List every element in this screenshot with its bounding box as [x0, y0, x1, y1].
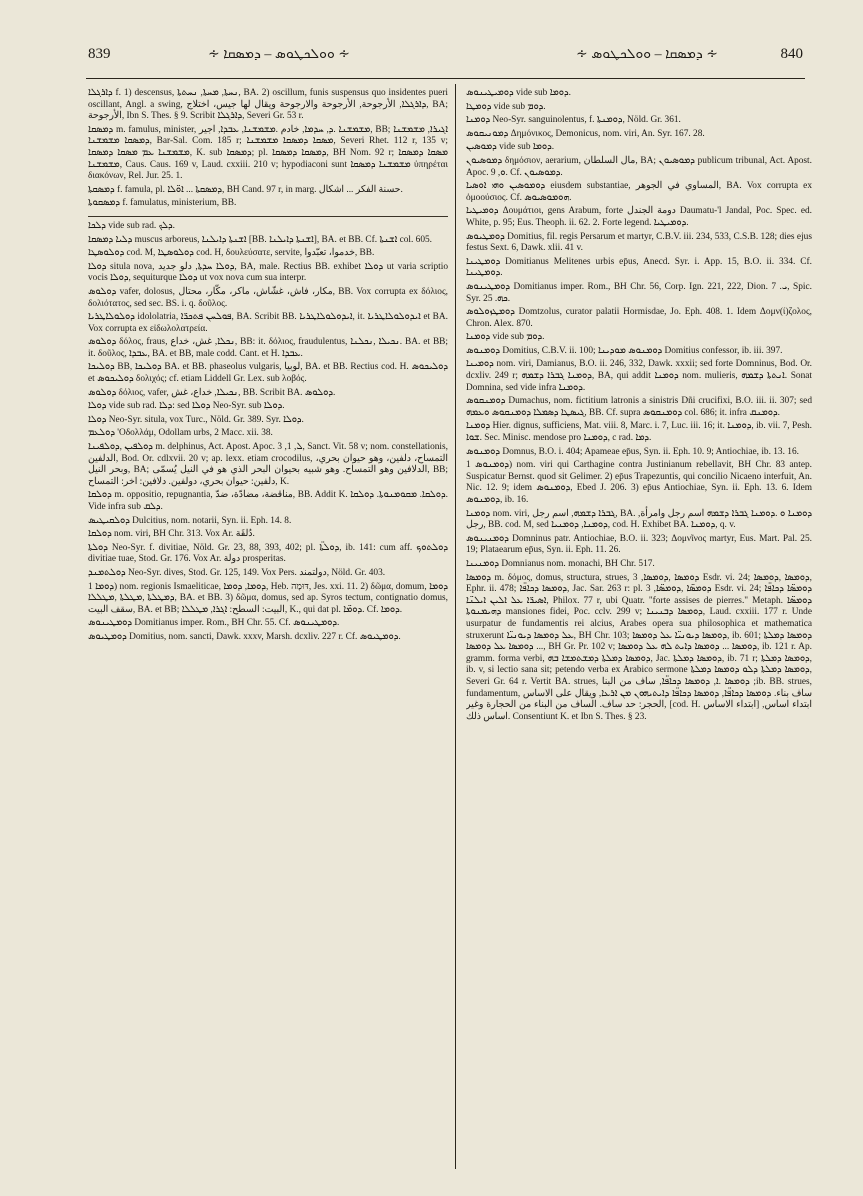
- dictionary-entry: ܕܐܪܓܠܐ f. 1) descensus, ܢܚܬܐ, ܡܚܬܐ, ܢܚܬܬܐ, BA. 2) oscillum, funis suspensus quo insidentes pueri oscillant, Angl. a swing, ܕܐܪܓܠܐ, الأرجوحة, الأرجوحة والارجوحة ويقال لها جيس، اختلاج, BA; الأرجوحة, Ibn S. Thes. § 9. Scribit ܕܐܪܓܠܐ, Severi Gr. 53 r.: [88, 88, 448, 122]
- dictionary-entry: ܕܘܡܢܐ Neo-Syr. sanguinolentus, f. ܕܘܡܢܬܐ, Nöld. Gr. 361.: [466, 115, 681, 126]
- dictionary-entry: ܕܘܡܢܘܣ 1) nom. viri qui Carthagine contra Justinianum rebellavit, BH Chr. 83 antep. Suspicatur Bernst. quod sit Gelimer. 2) ep̄us Trapezuntis, qui concilio Nicaeno interfuit, An. Nic. 12. 9; idem ܕܘܡܢܘܣ, Ebed J. 206. 3) ep̄us Antiochiae, Syn. ii. Eph. 13. 6. Idem ܕܘܡܢܘܣ, ib. 16.: [466, 460, 812, 505]
- page-header: [88, 46, 803, 70]
- dictionary-entry: ܕܡܘܣܝܘܢ δημόσιον, aerarium, مال السلطان, BA; ܕܡܘܣܝܘܢ publicum tribunal, Act. Apost. Apoc. ܘ, 9. Cf. ܕܡܘܣܝܘܢ.: [466, 155, 812, 178]
- dictionary-entry: ܕܡܘܢܝܩܘܣ Δημόνικος, Demonicus, nom. viri, An. Syr. 167. 28.: [466, 128, 705, 139]
- dictionary-entry: ܕܘܡܛܐ vide sub ܕܘܡ.: [466, 101, 546, 112]
- dictionary-entry: ܕܘܡܛܝܢܐ Domitianus Melitenes urbis ep̄us, Anecd. Syr. i. App. 15, B.O. ii. 334. Cf. ܕܘܡܛܝܢܐ.: [466, 256, 812, 279]
- dictionary-entry: ܕܘܡܢܝܢܐ Domnianus nom. monachi, BH Chr. 517.: [466, 558, 655, 569]
- dictionary-entry: ܕܘܡܣܐ m. δόμος, domus, structura, strues, ܕܘܡܣܐ ,ܕܘܡܣܐ, 3 Esdr. vi. 24; ܕܘܡܣܐ ,ܕܘܡܣܐ, Ephr. ii. 478; ܕܘܡܣܐ ܕܟܐܦ̈ܐ, Jac. Sar. 263 r: pl. ܕܘܡܣ̈ܐ ,ܕܘܡܣ̈ܐ, 3 Esdr. vi. 24; ܕܘܡܣ̈ܐ ܕܟܐܦ̈ܐ ܐܣܝܪ̈ܐ ܥܠ ܐܠܝܢ ܐܝܠܢ̈ܐ, Philox. 77 r, ubi Quatr. "forte assises de pierres." Metaph. ܕܘܡܣ̈ܐ ܕܗܝܡܢܘܬܐ mansiones fidei, Poc. cclv. 299 v; ܕܘܡܣܐ ܕܒܢܝܢܐ, Laud. cxxiii. 177 r. Unde usurpatur de fundamentis rei alcius, Arabes opera sua philosophica et mathematica struxerunt ܥܠ ܕܘܡܣܐ ܕܝܘܢܝ̈ܐ, BH Chr. 103; ܕܘܡܣܐ ܕܝܘܢܝ̈ܐ ܥܠ ܕܘܡܣܐ, ib. 601; ܕܘܡܣܐ ܕܡܠܬܐ ... ܕܘܡܣܐ ܥܠ ܕܘܡܣܐ, BH Gr. Pr. 102 v; ܕܘܡܣܐ ... ܕܘܡܣܐ ܕܐܝܬ ܠܗ ܥܠ ܕܘܡܣܐ, ib. 121 r. Ap. gramm. forma verbi, ܕܘܡܣܐ ܕܡܠܬܐ ܕܡܫܬܡܫܐ ܒܗ, Jac. ܕܘܡܣܐ ܕܡܠܬܐ, ib. 71 r; ܕܘܡܣܐ ܕܡܠܬܐ, ib. v, si lectio sana sit; petendo verba ex Arabico sermone ܕܘܡܣܐ ܕܡܠܬܐ ܕܠܘ ܕܘܡܣܐ ܕܡܠܬܐ, Severi Gr. 64 r. Vertit BA. strues, ܕܘܡܣܐ .ܐ, ܕܘܡܣܐ ܕܟܐܦ̈ܐ, ساف من البنا ;ib. BB. strues, fundamentum, ساف بناء. ܕܘܡܣܐ ܕܟܐܦ̈ܐ, ܕܘܡܣܐ ܕܟܐܦ̈ܐ ܕܐܝܬܝܗܘܢ ܡܢ ܐܪܥܐ, ويقال على الاساس الحجر: حد ساف. الساف من البناء من الحجارة وغير, [cod. H. ابتداء الاساس] ابتداء اساس, اساس ذلك. Consentiunt K. et Ibn S. Thes. § 23.: [466, 572, 812, 722]
- dictionary-entry: ܕܘܡܐ 1) nom. regionis Ismaeliticae, ܕܘܡܐ, ܕܘܡܐ, Heb. דּוּמָה, Jes. xxi. 11. 2) δῶμα, domum, ܕܘܡܐ ܕܡܛܠܬܐ ,ܡܛܠܬܐ ,ܡܛܠܠܐ, BA. et BB. 3) δῶμα, domus, sed ap. Syros tectum, contignatio domus, سقف البيت, BA. et BB; البيت: السطح: ܐܓܪܐ, ܡܛܠܠܐ, K., qui dat pl. ܕܘܡ̈ܐ. Cf. ܕܘܡܐ.: [88, 581, 448, 615]
- dictionary-entry: ܕܘܡܢܩܘܣ Dumachus, nom. fictitium latronis a sinistris Dñi crucifixi, B.O. iii. ii. 307; sed ܓܝܣܛܐ ܕܣܡܠܐ ܕܘܡܢܩܘܣ ܘܥܡܗ, BB. Cf. supra ܕܘܡܢܩܘܣ col. 686; it. infra ܕܘܡܢܩ.: [466, 396, 812, 418]
- dictionary-entry: ܕܘܡܢܐ Hier. dignus, sufficiens, Mat. viii. 8, Marc. i. 7, Luc. iii. 16; it. ܕܘܡܢܐ, ib. vii. 7, Pesh. ܫܘܐ. Sec. Minisc. mendose pro ܕܘܡܢܐ, c rad. ܕܡܐ.: [466, 421, 812, 444]
- dictionary-entry: ܕܘܡܝܛܝܐ Δουμάτιοι, gens Arabum, forte دومة الجندل Daumatu-'l Jandal, Poc. Spec. ed. White, p. 95; Eus. Theoph. ii. 62. 2. Forte legend. ܕܘܡܝܛܝܐ.: [466, 206, 812, 228]
- running-head-left: ∻ ܘܘܠܟܛܘܣ – ܕܡܣܩܐ ∻: [208, 47, 350, 62]
- dictionary-entry: ܕܘܠܘܣ vafer, dolosus, مكار، فاش، غشّاش، ماكر، مكّار، محتال, BB. Vox corrupta ex δόλιος, δολιότατος, sed sec. BS. i. q. δοῦλος.: [88, 286, 448, 309]
- dictionary-entry: ܕܘܡܢܐ nom. viri, ܓܒܪܐ ܕܫܡܗ, اسم رجل, BA. ܕܘܡܢܐ ܘ .ܕܘܡܢܐ ܓܒܪܐ ܕܫܡܗ اسم رجل وامرأة, رجل, BB. cod. M, sed ܕܘܡܢܐ, ܕܘܡܢܝܐ, cod. H. Exhibet BA. ܕܘܡܢܐ, q. v.: [466, 508, 812, 531]
- dictionary-entry: ܕܘܡܛܝܢܘܣ Domitianus imper. Rom., BH Chr. 56, Corp. Ign. 221, 222, Dion. ܝ. 7, Spic. Syr. ܟܗ. 25.: [466, 281, 812, 304]
- dictionary-entry: ܕܘܠܩܐ nom. viri, BH Chr. 313. Vox Ar. دُلقَة.: [88, 529, 255, 540]
- dictionary-entry: ܕܘܠܐ vide sub rad. ܕܠܐ: sed ܕܘܠܐ Neo-Syr. sub ܕܘܠܐ.: [88, 401, 285, 412]
- dictionary-entry: ܕܘܠܝܟܐ BB, ܕܘܠܝܟܐ BA. et BB. phaseolus vulgaris, لوبيا, BA. et BB. Rectius cod. H. ܕܘܠܝܟܘܣ et ܕܘܠܝܟܘܣ δολιχός; cf. etiam Liddell Gr. Lex. sub λοβός.: [88, 362, 448, 385]
- dictionary-entry: ܕܘܡܛܝܘܣ Domitius, nom. sancti, Dawk. xxxv, Marsh. dcxliv. 227 r. Cf. ܕܘܡܛܝܘܣ.: [88, 631, 401, 642]
- dictionary-entry: ܕܘܠܘܣ δόλος, fraus, ܢܟܠܐ, غش، خداع, BB: it. δόλιος, fraudulentus, ܢܟܝܠܐ ,ܢܟܠܢܐ. BA. et BB; it. δοῦλος, ܥܒܕܐ, BA. et BB, male codd. Cant. et H. ܥܒܕܐ.: [88, 337, 448, 359]
- dictionary-entry: ܕܘܠܬܐ Neo-Syr. f. divitiae, Nöld. Gr. 23, 88, 393, 402; pl. ܕܘܠܬ̈ܐ, ib. 141: cum aff. ܕܘܠܬܘܟ divitiae tuae, Stod. Gr. 176. Vox Ar. دولة prosperitas.: [88, 542, 448, 565]
- dictionary-entry: ܕܘܡܛܝܘܣ Domitius, fil. regis Persarum et martyr, C.B.V. iii. 234, 533, C.S.B. 128; dies ejus festus Sext. 6, Dawk. xlii. 41 v.: [466, 231, 812, 254]
- dictionary-entry: ܕܘܠܬܡܢܕ Neo-Syr. dives, Stod. Gr. 125, 149. Vox Pers. دولتمند, Nöld. Gr. 403.: [88, 567, 386, 578]
- dictionary-entry: ܕܘܡܢܘܣ Domitius, C.B.V. ii. 100; ܕܘܡܢܘܣ ܡܘܕܝܢܐ Domitius confessor, ib. iii. 397.: [466, 345, 783, 356]
- dictionary-entry: ܕܘܠܐ Neo-Syr. situla, vox Turc., Nöld. Gr. 389. Syr. ܕܘܠܐ.: [88, 414, 304, 425]
- dictionary-entry: ܕܘܠܘܣܛܐ cod. M, ܕܘܠܘܣܛܐ cod. H, δουλεύσατε, servite, خدموا، تعبّدوا, BB.: [88, 248, 375, 259]
- dictionary-entry: ܕܘܠܐ situla nova, ܕܘܠܐ ܚܕܬܐ, دلو جديد, BA, male. Rectius BB. exhibet ܕܘܠܐ ut varia scriptio vocis ܕܘܠܐ, sequiturque ܕܘܠܐ ut vox nova cum sua interpr.: [88, 261, 448, 284]
- dictionary-entry: ܕܠܟܐ vide sub rad. ܕܠܟ.: [88, 216, 448, 233]
- page-number-right: 840: [780, 46, 803, 62]
- dictionary-entry: ܕܠܝܐ ܕܡܣܩܐ muscus arboreus, ܐܫܢܬܐ ܕܐܝܠܢܐ [BB. ܐܫܢܬܐ ܕܐܝܠܢܐ], BA. et BB. Cf. ܐܫܢܬܐ col. 605.: [88, 234, 433, 245]
- column-divider: [455, 84, 456, 1169]
- dictionary-entry: ܕܡܣܩܐ m. famulus, minister, ܡܫܡܫܢܐ .ܕ, ܚܕܡܐ, خادم .ܡܫܡܫܢܐ, ܥܒܕܐ, اجير, BB; ܐܓܝܪܐ, ܡܫܡܫܢܐ ܕܡܣܩܐ ܡܫܡܫܢܐ, Bar-Sal. Com. 185 r; ܡܣܩܐ ܕܡܣܩܐ ܡܫܡܫܢܐ, Severi Rhet. 112 r, 135 v; ܡܫܡܫܢܐ ܥܡ ܡܣܩܐ ܕܡܣܩܐ, K. sub ܕܡܣܩܐ; pl. ܕܡܣܩܐ ܕܡܣܩܐ, BH Nom. 92 r; ܡܣܩܐ ܕܡܣܩܐ ܡܫܡܫܢܐ, Caus. Caus. 169 v, Laud. cxxiii. 210 v; hypodiaconi sunt ܡܫܡܫܢܐ ܕܡܣܩܐ ὑπηρέται διακόνων, Rel. Jur. 25. 1.: [88, 124, 448, 182]
- dictionary-entry: ܕܘܡܝܛܝܢܘܣ vide sub ܕܘܡܐ.: [466, 88, 571, 98]
- running-head-right: ∻ ܕܡܣܩܐ – ܘܘܠܟܛܘܣ ∻: [576, 47, 718, 62]
- dictionary-entry: ܕܘܡܘܣܝܢ ܘܗܝ ܐܘܣܝܐ eiusdem substantiae, المساوي في الجوهر, BA. Vox corrupta ex ὁμοούσιος. Cf. ܗܘܡܘܣܝܘܣ.: [466, 181, 812, 203]
- dictionary-entry: ܕܘܠܘܠܐܛܪܝܐ idololatria, ܦܘܠܚܢ ܦܬܟܪ̈ܐ, BA. Scribit BB. ܐܝܕܘܠܘܠܐܛܪܝܐ, it. ܐܝܕܘܠܘܠܐܛܪܝܐ et BA. Vox corrupta ex εἰδωλολατρεία.: [88, 312, 448, 334]
- dictionary-entry: ܕܡܣܩܬܐ f. famula, pl. ܕܡܣܩܬܐ ... ܐܘ̈ܠܐ, BH Cand. 97 r, in marg. حسنة الفكر ... اشكال.: [88, 184, 403, 195]
- dictionary-entry: ܕܡܣܩܘܬܐ f. famulatus, ministerium, BB.: [88, 198, 237, 209]
- dictionary-entry: ܕܘܠܩܐ m. oppositio, repugnantia, مناقضة، مضادّة، ضدّ, BB. Addit K. ܕܘܠܩܐ. ܡܩܘܡܢܘܬܐ. ܕܘܠܩܐ. Vide infra sub ܕܠܩ.: [88, 490, 448, 512]
- dictionary-entry: ܕܘܡܢܝܢܘܣ Domninus patr. Antiochiae, B.O. ii. 323; Δομνῖνος martyr, Eus. Mart. Pal. 25. 19; Plataearum ep̄us, Syn. ii. Eph. 11. 26.: [466, 533, 812, 556]
- right-column: [466, 88, 812, 1168]
- page-bottom-margin: [0, 1176, 863, 1196]
- dictionary-entry: ܕܘܠܦܝܢ ,ܕܘܠܦܝܢܐ m. delphinus, Act. Apost. Apoc. ܠ, 1, 3, Sanct. Vit. 58 v; nom. constellationis, الدلفين, Bod. Or. cdlxvii. 20 v; ap. lexx. etiam crocodilus, التمساح، دلفين، وهو حيوان بحري، وبحر النيل, BA; الدلافين وهو التمساح. وهو شبيه بحيوان البحر الذي هو في النيل يُسمّى, BB; دلفين: حيوان بحري، دولفين. دلافين: اخر: التمساح, K.: [88, 442, 448, 487]
- dictionary-entry: ܕܘܡܛܙܘܠܘܣ Domtzolus, curator palatii Hormisdae, Jo. Eph. 408. 1. Idem Δομν(ί)ζολος, Chron. Alex. 870.: [466, 307, 812, 329]
- dictionary-entry: ܕܘܠܘܣ δόλιος, vafer, ܢܟܝܠܐ, خداع، غش, BB. Scribit BA. ܕܘܠܘܣ.: [88, 387, 336, 398]
- dictionary-entry: ܕܘܡܛܝܢܘܣ Domitianus imper. Rom., BH Chr. 55. Cf. ܕܘܡܛܝܢܘܣ.: [88, 618, 340, 629]
- left-column: [88, 88, 448, 1168]
- dictionary-entry: ܕܘܡܝܢܐ nom. viri, Damianus, B.O. ii. 246, 332, Dawk. xxxii; sed forte Domninus, Bod. Or. dcxliv. 249 r; ܕܘܡܢܐ ܓܒܪܐ ܕܫܡܗ, BA, qui addit ܕܘܡܢܐ nom. mulieris, ܐܢܬܬܐ ܕܫܡܗ. Sonat Domnina, sed vide infra ܕܘܡܢܐ.: [466, 359, 812, 393]
- dictionary-entry: ܕܘܡܢܐ vide sub ܕܘܡ.: [466, 332, 545, 343]
- dictionary-entry: ܕܘܠܥܡ 'Οδολλάμ, Odollam urbs, 2 Macc. xii. 38.: [88, 428, 273, 439]
- header-rule: [86, 78, 805, 79]
- page-number-left: 839: [88, 46, 111, 62]
- dictionary-entry: ܕܘܠܩܝܛܝܣ Dulcitius, nom. notarii, Syn. ii. Eph. 14. 8.: [88, 515, 292, 526]
- dictionary-entry: ܕܘܡܢܘܣ Domnus, B.O. i. 404; Apameae ep̄us, Syn. ii. Eph. 10. 9; Antiochiae, ib. 13. 16.: [466, 446, 799, 457]
- dictionary-entry: ܕܡܘܣܝܢ vide sub ܕܘܡܐ.: [466, 142, 555, 153]
